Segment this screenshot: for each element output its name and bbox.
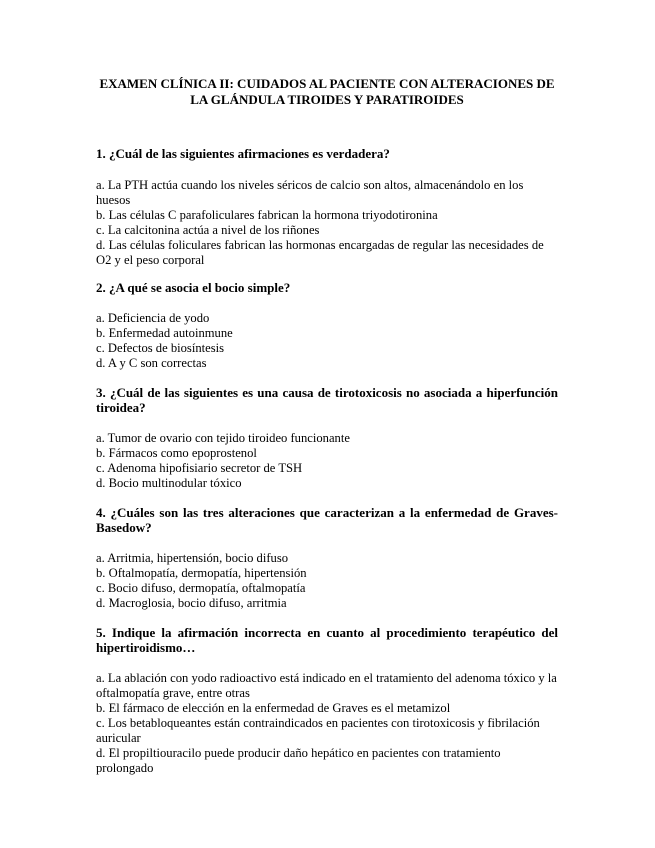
option-3c: c. Adenoma hipofisiario secretor de TSH — [96, 461, 303, 475]
question-2-options — [96, 311, 558, 371]
question-3-options — [96, 431, 558, 491]
question-1-text: 1. ¿Cuál de las siguientes afirmaciones es verdadera? — [96, 146, 390, 161]
option-3a: a. Tumor de ovario con tejido tiroideo funcionante — [96, 431, 350, 445]
document-title — [96, 76, 558, 108]
option-3d: d. Bocio multinodular tóxico — [96, 476, 242, 490]
option-5d: d. El propiltiouracilo puede producir daño hepático en pacientes con tratamiento prolongado — [96, 746, 501, 775]
option-4c: c. Bocio difuso, dermopatía, oftalmopatía — [96, 581, 306, 595]
option-1b: b. Las células C parafoliculares fabrican la hormona triyodotironina — [96, 208, 438, 222]
question-block-1 — [96, 146, 558, 268]
title-line-1: EXAMEN CLÍNICA II: CUIDADOS AL PACIENTE CON ALTERACIONES DE — [99, 76, 555, 91]
option-4a: a. Arritmia, hipertensión, bocio difuso — [96, 551, 289, 565]
question-5-text: 5. Indique la afirmación incorrecta en cuanto al procedimiento terapéutico del hipertiroidismo… — [96, 625, 558, 655]
option-1c: c. La calcitonina actúa a nivel de los riñones — [96, 223, 320, 237]
question-block-2 — [96, 280, 558, 371]
question-1-options — [96, 178, 558, 268]
option-1a: a. La PTH actúa cuando los niveles séricos de calcio son altos, almacenándolo en los huesos — [96, 178, 524, 207]
option-5c: c. Los betabloqueantes están contraindicados en pacientes con tirotoxicosis y fibrilación auricular — [96, 716, 540, 745]
question-2-text: 2. ¿A qué se asocia el bocio simple? — [96, 280, 291, 295]
option-2d: d. A y C son correctas — [96, 356, 207, 370]
question-block-4 — [96, 505, 558, 611]
option-2a: a. Deficiencia de yodo — [96, 311, 210, 325]
option-5b: b. El fármaco de elección en la enfermedad de Graves es el metamizol — [96, 701, 451, 715]
option-5a: a. La ablación con yodo radioactivo está indicado en el tratamiento del adenoma tóxico y la oftalmopatía grave, entre otras — [96, 671, 557, 700]
option-1d: d. Las células foliculares fabrican las hormonas encargadas de regular las necesidades de O2 y el peso corporal — [96, 238, 544, 267]
question-block-3 — [96, 385, 558, 491]
option-4b: b. Oftalmopatía, dermopatía, hipertensión — [96, 566, 307, 580]
question-4-text: 4. ¿Cuáles son las tres alteraciones que caracterizan a la enfermedad de Graves-Basedow? — [96, 505, 558, 535]
option-2c: c. Defectos de biosíntesis — [96, 341, 225, 355]
question-block-5 — [96, 625, 558, 776]
option-3b: b. Fármacos como epoprostenol — [96, 446, 257, 460]
question-5-options — [96, 671, 558, 776]
document-page — [96, 76, 558, 788]
option-4d: d. Macroglosia, bocio difuso, arritmia — [96, 596, 287, 610]
title-line-2: LA GLÁNDULA TIROIDES Y PARATIROIDES — [190, 92, 464, 107]
question-4-options — [96, 551, 558, 611]
option-2b: b. Enfermedad autoinmune — [96, 326, 233, 340]
question-3-text: 3. ¿Cuál de las siguientes es una causa de tirotoxicosis no asociada a hiperfunción tiroidea? — [96, 385, 558, 415]
